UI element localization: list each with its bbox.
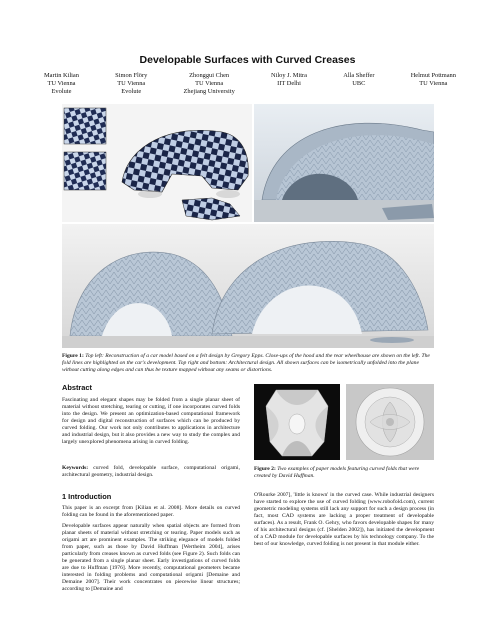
keywords [62, 465, 240, 479]
author-affiliation: Zhejiang University [183, 88, 235, 96]
intro-paragraph-1: This paper is an excerpt from [Kilian et al. 2008]. More details on curved folding can be found in the aforementioned paper. [62, 505, 240, 519]
author-affiliation: Evolute [51, 88, 72, 96]
figure-1-image [62, 104, 434, 348]
author-affiliation: TU Vienna [195, 80, 224, 88]
author-name: Alla Sheffer [343, 72, 375, 79]
intro-paragraph-3: O'Rourke 2007], 'little is known' in the curved case. While industrial designers have started to explore the use of curved folding (www.robofold.com), current geometric modeling systems still lack any support for such a design process (in fact, most CAD systems are lacking a proper treatment of developable surfaces). As a result, Frank O. Gehry, who favors developable shapes for many of his architectural designs (cf. [Shelden 2002]), has initiated the development of a CAD module for developable surfaces by his technology company. To the best of our knowledge, curved folding is not present in that module either. [254, 492, 434, 548]
author-name: Niloy J. Mitra [270, 72, 308, 79]
keywords-label: Keywords: [62, 465, 89, 471]
author-affiliation: IIT Delhi [277, 80, 301, 88]
figure-2-caption-text: Two examples of paper models featuring curved folds that were created by David Huffman. [254, 466, 420, 479]
author-affiliation: Evolute [121, 88, 142, 96]
introduction-heading: 1 Introduction [62, 492, 112, 501]
author-affiliation: UBC [352, 80, 366, 88]
figure-2-caption [254, 466, 432, 480]
author-6 [411, 72, 456, 96]
author-affiliation: TU Vienna [47, 80, 76, 88]
figure-1 [62, 104, 434, 260]
author-name: Simon Flöry [115, 72, 148, 79]
author-5 [343, 72, 374, 96]
keywords-text: curved fold, developable surface, computational origami, architectural geometry, industrial design. [62, 465, 240, 479]
author-name: Zhonggui Chen [189, 72, 230, 79]
author-list [44, 72, 456, 96]
author-4 [271, 72, 307, 96]
figure-1-label: Figure 1: [62, 353, 84, 359]
wheelhouse-closeup [64, 152, 106, 190]
figure-2-label: Figure 2: [254, 466, 276, 472]
hood-closeup [64, 108, 106, 144]
author-affiliation: TU Vienna [419, 80, 448, 88]
author-name: Martin Kilian [44, 72, 79, 79]
figure-2-image [254, 384, 434, 460]
figure-1-caption [62, 353, 434, 374]
paper-title: Developable Surfaces with Curved Creases [139, 54, 356, 66]
abstract-heading: Abstract [62, 383, 92, 392]
abstract-text: Fascinating and elegant shapes may be folded from a single planar sheet of material without stretching, tearing or cutting, if one incorporates curved folds into the design. We present an optimization-based computational framework for design and digital reconstruction of surfaces which can be produced by curved folding. Our work not only contributes to applications in architecture and industrial design, but it also provides a new way to study the complex and largely unexplored phenomena arising in curved folding. [62, 397, 240, 446]
author-name: Helmut Pottmann [410, 72, 456, 79]
author-2 [115, 72, 147, 96]
author-1 [44, 72, 79, 96]
figure-1-caption-text: Top left: Reconstruction of a car model based on a felt design by Gregory Epps. Close-ups of the hood and the rear wheelhouse are shown on the left. The fold lines are highlighted on the car's development. Top right and bottom: Architectural design. All shown surfaces can be isometrically unfolded into the plane without cutting along edges and can thus be texture mapped without any seams or distortions. [62, 353, 430, 373]
figure-2 [254, 384, 434, 460]
author-3 [183, 72, 234, 96]
author-affiliation: TU Vienna [117, 80, 146, 88]
intro-paragraph-2: Developable surfaces appear naturally when spatial objects are formed from planar sheets of material without stretching or tearing. Paper models such as origami art are prominent examples. The striking elegance of models folded from paper, such as those by David Huffman [Wertheim 2004], arises particularly from creases known as curved folds (see Figure 2). Such folds can be generated from a single planar sheet. Early investigations of curved folds are due to Huffman [1976]. More recently, computational geometers became interested in folding problems and computational origami [Demaine and Demaine 2007]. Their work concentrates on piecewise linear structures; according to [Demaine and [62, 523, 240, 593]
